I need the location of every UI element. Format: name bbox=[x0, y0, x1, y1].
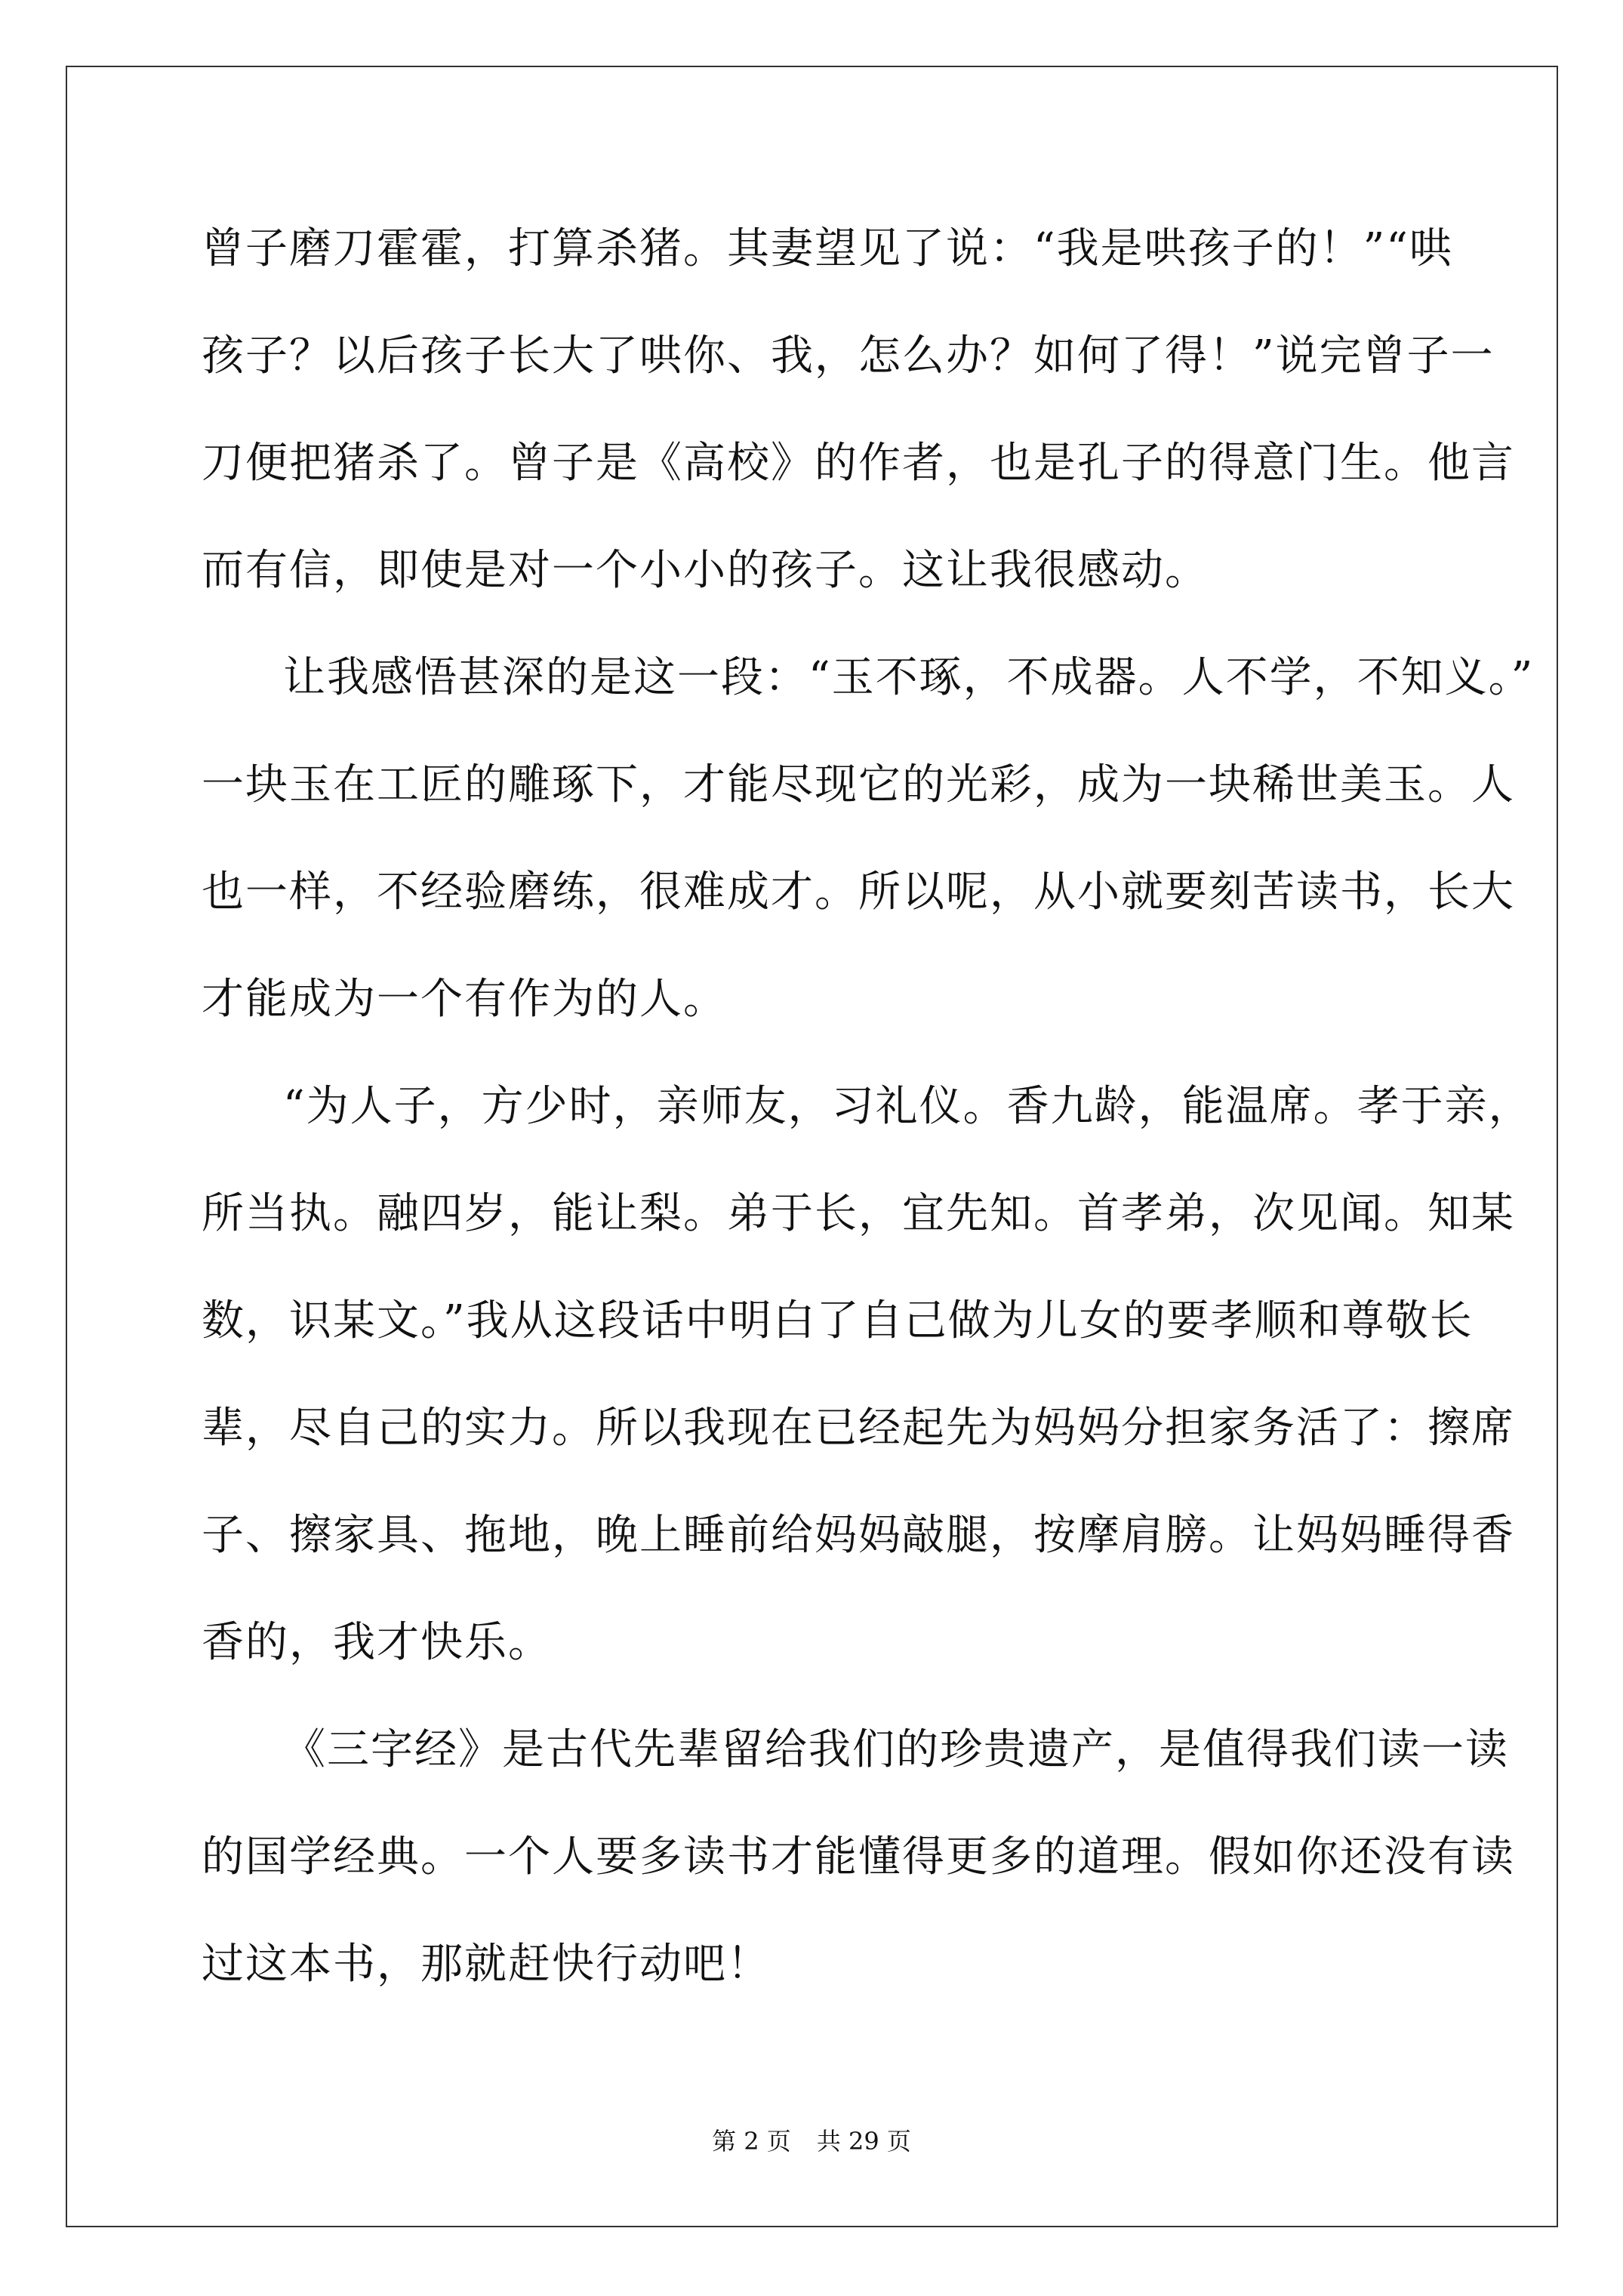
paragraph-2-line-2: 一块玉在工匠的雕琢下，才能尽现它的光彩，成为一块稀世美玉。人 bbox=[202, 760, 1515, 809]
paragraph-3-line-1: “为人子，方少时，亲师友，习礼仪。香九龄，能温席。孝于亲， bbox=[283, 1082, 1532, 1131]
total-pages: 共 29 页 bbox=[816, 2127, 911, 2156]
paragraph-3-line-5: 子、擦家具、拖地，晚上睡前给妈妈敲腿，按摩肩膀。让妈妈睡得香 bbox=[202, 1511, 1515, 1560]
page-number: 第 2 页 bbox=[712, 2127, 791, 2156]
paragraph-3-line-3: 数，识某文。”我从这段话中明白了自己做为儿女的要孝顺和尊敬长 bbox=[202, 1296, 1474, 1345]
page-footer bbox=[0, 2128, 1623, 2155]
paragraph-4-line-2: 的国学经典。一个人要多读书才能懂得更多的道理。假如你还没有读 bbox=[202, 1832, 1515, 1881]
paragraph-3-line-4: 辈，尽自己的实力。所以我现在已经起先为妈妈分担家务活了：擦席 bbox=[202, 1404, 1515, 1453]
paragraph-1-line-3: 刀便把猪杀了。曾子是《高校》的作者，也是孔子的得意门生。他言 bbox=[202, 439, 1515, 488]
paragraph-3-line-2: 所当执。融四岁，能让梨。弟于长，宜先知。首孝弟，次见闻。知某 bbox=[202, 1189, 1515, 1238]
paragraph-1-line-2: 孩子？以后孩子长大了哄你、我，怎么办？如何了得！”说完曾子一 bbox=[202, 331, 1495, 381]
paragraph-2-line-1: 让我感悟甚深的是这一段：“玉不琢，不成器。人不学，不知义。” bbox=[283, 653, 1535, 702]
paragraph-2-line-3: 也一样，不经验磨练，很难成才。所以呢，从小就要刻苦读书，长大 bbox=[202, 868, 1515, 917]
paragraph-3-line-6: 香的，我才快乐。 bbox=[202, 1618, 552, 1667]
page-border bbox=[66, 66, 1558, 2227]
paragraph-4-line-1: 《三字经》是古代先辈留给我们的珍贵遗产，是值得我们读一读 bbox=[283, 1725, 1509, 1774]
paragraph-2-line-4: 才能成为一个有作为的人。 bbox=[202, 975, 727, 1024]
paragraph-1-line-1: 曾子磨刀霍霍，打算杀猪。其妻望见了说：“我是哄孩子的！”“哄 bbox=[202, 224, 1453, 273]
paragraph-1-line-4: 而有信，即使是对一个小小的孩子。这让我很感动。 bbox=[202, 546, 1209, 595]
paragraph-4-line-3: 过这本书，那就赶快行动吧！ bbox=[202, 1940, 771, 1989]
